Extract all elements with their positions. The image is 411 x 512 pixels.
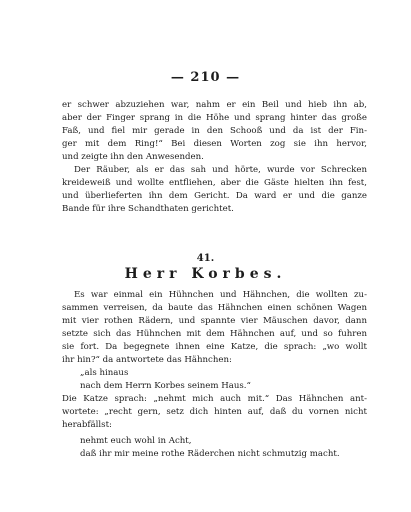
verse-line: nehmt euch wohl in Acht, <box>80 436 192 446</box>
verse-line: daß ihr mir meine rothe Räderchen nicht schmutzig macht. <box>80 449 340 459</box>
text-line: Der Räuber, als er das sah und hörte, wurde vor Schrecken <box>74 165 367 175</box>
section-number: 41. <box>196 253 215 264</box>
verse-line: „als hinaus <box>80 368 129 378</box>
text-line: aber der Finger sprang in die Höhe und sprang hinter das große <box>62 113 367 123</box>
text-line: setzte sich das Hühnchen mit dem Hähnchen auf, und so fuhren <box>62 329 367 339</box>
text-line: und zeigte ihn den Anwesenden. <box>62 152 204 162</box>
verse-line: nach dem Herrn Korbes seinem Haus.“ <box>80 381 251 391</box>
text-line: ger mit dem Ring!“ Bei diesen Worten zog sie ihn hervor, <box>62 139 367 149</box>
text-line: Bande für ihre Schandthaten gerichtet. <box>62 204 234 214</box>
text-line: wortete: „recht gern, setz dich hinten auf, daß du vornen nicht <box>62 407 367 417</box>
text-line: ihr hin?“ da antwortete das Hähnchen: <box>62 355 232 365</box>
text-line: mit vier rothen Rädern, und spannte vier Mäuschen davor, dann <box>62 316 367 326</box>
text-line: Faß, und fiel mir gerade in den Schooß und da ist der Fin- <box>62 126 367 136</box>
section-title: Herr Korbes. <box>124 266 287 282</box>
page-number: — 210 — <box>170 70 241 85</box>
text-line: sammen verreisen, da baute das Hähnchen einen schönen Wagen <box>62 303 367 313</box>
text-line: er schwer abzuziehen war, nahm er ein Beil und hieb ihn ab, <box>62 100 367 110</box>
text-line: Die Katze sprach: „nehmt mich auch mit.“ Das Hähnchen ant- <box>62 394 367 404</box>
text-line: sie fort. Da begegnete ihnen eine Katze, die sprach: „wo wollt <box>62 342 367 352</box>
text-line: Es war einmal ein Hühnchen und Hähnchen, die wollten zu- <box>74 290 367 300</box>
text-line: kreideweiß und wollte entfliehen, aber die Gäste hielten ihn fest, <box>62 178 367 188</box>
text-line: und überlieferten ihn dem Gericht. Da ward er und die ganze <box>62 191 367 201</box>
text-line: herabfällst: <box>62 420 112 430</box>
